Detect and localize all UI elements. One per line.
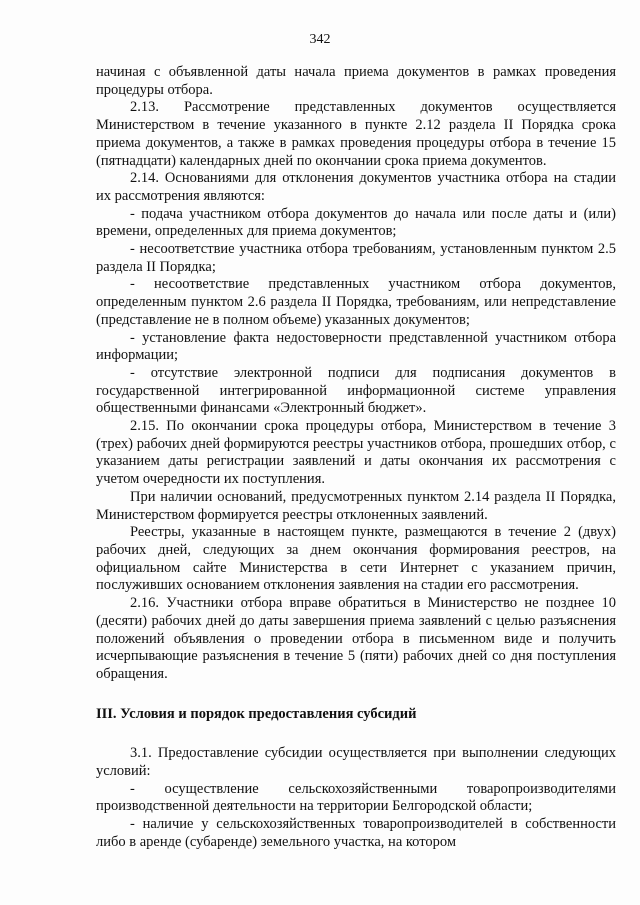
paragraph: 2.13. Рассмотрение представленных документов осуществляется Министерством в течение указанного в пункте 2.12 раздела II Порядка срока приема документов, а также в рамках проведения процедуры отбора в течение 15 (пятнадцати) календарных дней по окончании срока приема документов. bbox=[96, 99, 616, 169]
paragraph: Реестры, указанные в настоящем пункте, размещаются в течение 2 (двух) рабочих дней, следующих за днем окончания формирования реестров, на официальном сайте Министерства в сети Интернет с указанием причин, послуживших основанием отклонения заявления на стадии его рассмотрения. bbox=[96, 524, 616, 594]
list-item: - установление факта недостоверности представленной участником отбора информации; bbox=[96, 329, 616, 364]
paragraph: 2.14. Основаниями для отклонения документов участника отбора на стадии их рассмотрения являются: bbox=[96, 170, 616, 204]
list-item: - осуществление сельскохозяйственными товаропроизводителями производственной деятельности на территории Белгородской области; bbox=[96, 780, 616, 815]
document-body bbox=[96, 64, 616, 852]
section-heading: III. Условия и порядок предоставления субсидий bbox=[96, 705, 417, 722]
list-item: - несоответствие участника отбора требованиям, установленным пунктом 2.5 раздела II Порядка; bbox=[96, 241, 616, 275]
paragraph: начиная с объявленной даты начала приема документов в рамках проведения процедуры отбора. bbox=[96, 64, 616, 98]
list-item: - отсутствие электронной подписи для подписания документов в государственной интегрированной информационной системе управления общественными финансами «Электронный бюджет». bbox=[96, 364, 616, 417]
paragraph: 3.1. Предоставление субсидии осуществляется при выполнении следующих условий: bbox=[96, 745, 616, 780]
list-item: - подача участником отбора документов до начала или после даты и (или) времени, определенных для приема документов; bbox=[96, 205, 616, 240]
paragraph: При наличии оснований, предусмотренных пунктом 2.14 раздела II Порядка, Министерством формируется реестры отклоненных заявлений. bbox=[96, 488, 616, 523]
list-item: - несоответствие представленных участником отбора документов, определенным пунктом 2.6 раздела II Порядка, требованиям, или непредставление (представление не в полном объеме) указанных документов; bbox=[96, 276, 616, 328]
paragraph: 2.15. По окончании срока процедуры отбора, Министерством в течение 3 (трех) рабочих дней формируются реестры участников отбора, прошедших отбор, с указанием даты регистрации заявлений и даты окончания их рассмотрения с учетом очередности их поступления. bbox=[96, 418, 616, 488]
page-number: 342 bbox=[309, 32, 331, 47]
list-item: - наличие у сельскохозяйственных товаропроизводителей в собственности либо в аренде (субаренде) земельного участка, на котором bbox=[96, 816, 616, 850]
paragraph: 2.16. Участники отбора вправе обратиться в Министерство не позднее 10 (десяти) рабочих дней до даты завершения приема заявлений с целью разъяснения положений объявления о проведении отбора в письменном виде и получить исчерпывающие разъяснения в течение 5 (пяти) рабочих дней со дня поступления обращения. bbox=[96, 595, 616, 682]
